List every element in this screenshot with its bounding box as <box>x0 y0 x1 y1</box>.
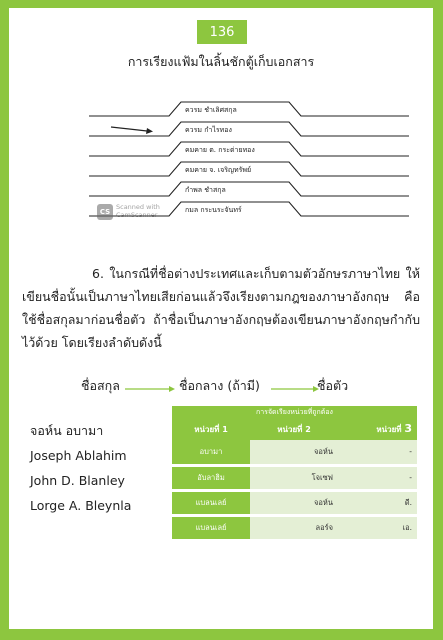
watermark-line-1: Scanned with <box>116 203 160 212</box>
camscanner-logo-icon: CS <box>97 204 113 220</box>
list-item: จอห์น อบามา <box>30 423 104 438</box>
document-page <box>9 8 433 629</box>
scanner-watermark <box>97 204 160 220</box>
folder-tab-label: กมล กระนระจันทร์ <box>185 206 242 214</box>
body-paragraph <box>22 262 420 354</box>
watermark-line-2: CamScanner <box>116 211 158 219</box>
table-cell: อบามา <box>172 440 250 465</box>
list-item: Joseph Ablahim <box>30 448 127 463</box>
table-caption: การจัดเรียงหน่วยที่ถูกต้อง <box>172 406 417 418</box>
table-cell: ดี. <box>338 490 417 515</box>
column-header: หน่วยที่ 1 <box>172 418 250 440</box>
table-cell: โจเซฟ <box>250 465 338 490</box>
arrow-right-icon <box>271 385 319 393</box>
paragraph-text: 6. ในกรณีที่ชื่อต่างประเทศและเก็บตามตัวอักษรภาษาไทย ให้เขียนชื่อนั้นเป็นภาษาไทยเสียก่อนแล้วจึงเรียงตามกฎของภาษาอังกฤษ คือใช้ชื่อสกุลมาก่อนชื่อตัว ถ้าชื่อเป็นภาษาอังกฤษต้องเขียนภาษาอังกฤษกำกับไว้ด้วย โดยเรียงลำดับดังนี้ <box>22 266 420 350</box>
flow-step-surname: ชื่อสกุล <box>81 378 120 393</box>
page-number: 136 <box>197 20 247 44</box>
name-order-flow <box>9 376 433 400</box>
flow-step-given-name: ชื่อตัว <box>317 378 349 393</box>
list-item: Lorge A. Bleynla <box>30 498 132 513</box>
flow-step-middle-name: ชื่อกลาง (ถ้ามี) <box>179 378 260 393</box>
column-header: หน่วยที่ 2 <box>250 418 338 440</box>
folder-tab-label: คมคาย ต. กระต่ายทอง <box>185 146 255 154</box>
filing-units-table <box>172 406 417 542</box>
section-heading: การเรียงแฟ้มในลิ้นชักตู้เก็บเอกสาร <box>127 54 315 69</box>
table-row <box>172 515 417 540</box>
table-cell: - <box>338 465 417 490</box>
file-drawer-diagram <box>89 92 409 232</box>
table-cell: จอห์น <box>250 490 338 515</box>
folder-tab-label: ควรม ชำเลิศสกุล <box>185 106 237 114</box>
table-cell: แบลนเลย์ <box>172 490 250 515</box>
folder-tab-label: ควรม กำไรทอง <box>185 126 232 134</box>
table-row <box>172 465 417 490</box>
folder-tab-label: คมคาย จ. เจริญทรัพย์ <box>185 166 252 174</box>
folder-tab-label: กำพล ชำสกุล <box>185 186 226 194</box>
table-cell: แบลนเลย์ <box>172 515 250 540</box>
table-row <box>172 490 417 515</box>
table-cell: ลอร์จ <box>250 515 338 540</box>
table-cell: จอห์น <box>250 440 338 465</box>
list-item: John D. Blanley <box>30 473 125 488</box>
column-header: หน่วยที่ 3 <box>338 418 417 440</box>
table-row <box>172 440 417 465</box>
pointer-arrow-icon <box>111 127 153 134</box>
table-cell: - <box>338 440 417 465</box>
table-cell: อับลาฮิม <box>172 465 250 490</box>
table-cell: เอ. <box>338 515 417 540</box>
example-names-list <box>30 418 131 518</box>
arrow-right-icon <box>125 385 175 393</box>
